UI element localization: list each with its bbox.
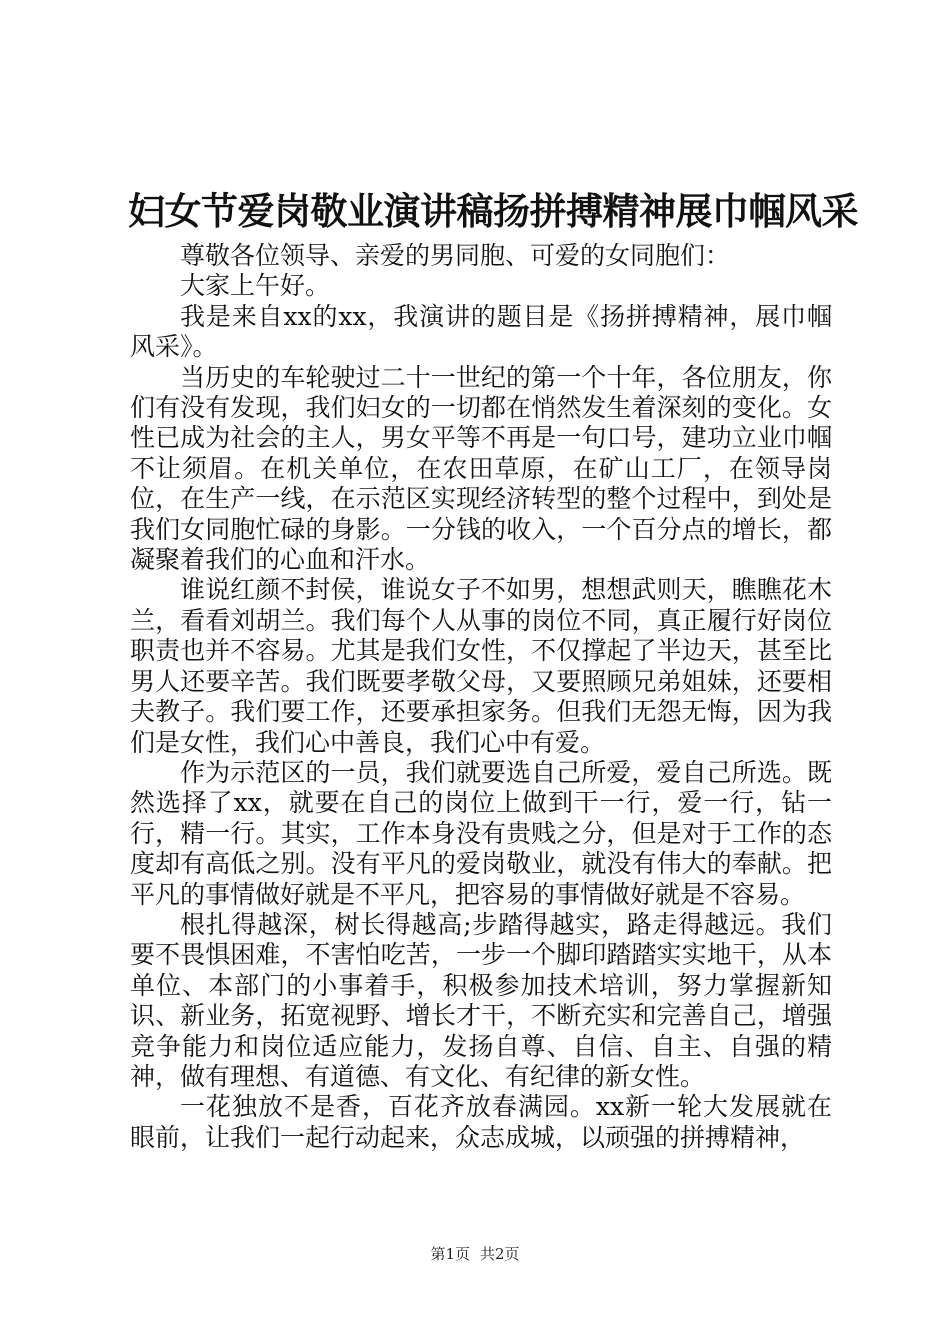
body-paragraph: 一花独放不是香，百花齐放春满园。xx新一轮大发展就在眼前，让我们一起行动起来，众志成城，以顽强的拼搏精神，	[130, 1092, 832, 1152]
intro-paragraph: 我是来自xx的xx，我演讲的题目是《扬拼搏精神，展巾帼风采》。	[130, 301, 832, 362]
body-paragraph: 谁说红颜不封侯，谁说女子不如男，想想武则天，瞧瞧花木兰，看看刘胡兰。我们每个人从事的岗位不同，真正履行好岗位职责也并不容易。尤其是我们女性，不仅撑起了半边天，甚至比男人还要辛苦。我们既要孝敬父母，又要照顾兄弟姐妹，还要相夫教子。我们要工作，还要承担家务。但我们无怨无悔，因为我们是女性，我们心中善良，我们心中有爱。	[130, 575, 832, 757]
document-body	[130, 241, 832, 1153]
page-footer	[0, 1244, 950, 1264]
page-total: 共2页	[480, 1245, 520, 1263]
body-paragraph: 当历史的车轮驶过二十一世纪的第一个十年，各位朋友，你们有没有发现，我们妇女的一切都在悄然发生着深刻的变化。女性已成为社会的主人，男女平等不再是一句口号，建功立业巾帼不让须眉。在机关单位，在农田草原，在矿山工厂，在领导岗位，在生产一线，在示范区实现经济转型的整个过程中，到处是我们女同胞忙碌的身影。一分钱的收入，一个百分点的增长，都凝聚着我们的心血和汗水。	[130, 362, 832, 575]
body-paragraph: 作为示范区的一员，我们就要选自己所爱，爱自己所选。既然选择了xx，就要在自己的岗位上做到干一行，爱一行，钻一行，精一行。其实，工作本身没有贵贱之分，但是对于工作的态度却有高低之别。没有平凡的爱岗敬业，就没有伟大的奉献。把平凡的事情做好就是不平凡，把容易的事情做好就是不容易。	[130, 757, 832, 909]
body-paragraph: 根扎得越深，树长得越高;步踏得越实，路走得越远。我们要不畏惧困难，不害怕吃苦，一步一个脚印踏踏实实地干，从本单位、本部门的小事着手，积极参加技术培训，努力掌握新知识、新业务，拓宽视野、增长才干，不断充实和完善自己，增强竞争能力和岗位适应能力，发扬自尊、自信、自主、自强的精神，做有理想、有道德、有文化、有纪律的新女性。	[130, 909, 832, 1091]
page-number: 第1页	[430, 1245, 470, 1263]
salutation: 尊敬各位领导、亲爱的男同胞、可爱的女同胞们：	[180, 241, 731, 270]
document-title: 妇女节爱岗敬业演讲稿扬拼搏精神展巾帼风采	[128, 189, 858, 233]
greeting: 大家上午好。	[180, 271, 331, 301]
